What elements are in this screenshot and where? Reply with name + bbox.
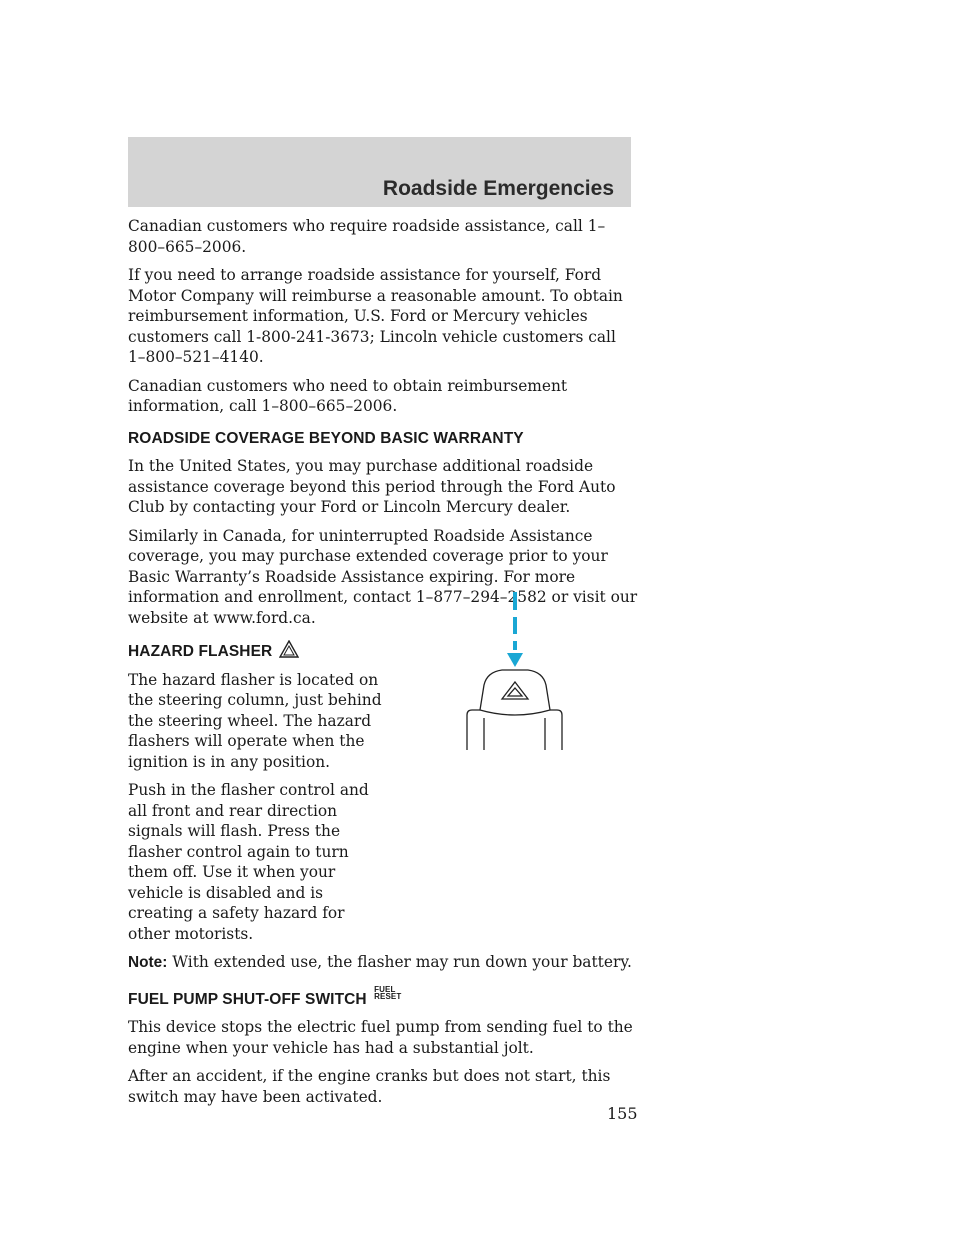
note-label: Note: — [128, 954, 168, 971]
section-title: Roadside Emergencies — [382, 177, 614, 200]
section-header-band — [128, 137, 631, 207]
paragraph-fuel-accident: After an accident, if the engine cranks but does not start, this switch may have been activated. — [128, 1067, 611, 1106]
hazard-heading-text: HAZARD FLASHER — [128, 643, 273, 660]
heading-roadside-coverage: ROADSIDE COVERAGE BEYOND BASIC WARRANTY — [128, 429, 524, 447]
fuel-reset-icon-line1: FUEL — [374, 984, 396, 994]
paragraph-hazard-usage: Push in the flasher control and all front and rear direction signals will flash. Press the flasher control again to turn them off. Use it when your vehicle is disabled and is creating a safety hazard for other motorists. — [128, 781, 369, 943]
hazard-switch-illustration — [462, 590, 572, 760]
hazard-triangle-icon — [279, 640, 299, 658]
heading-fuel-pump — [128, 986, 638, 1011]
note-text: With extended use, the flasher may run down your battery. — [172, 953, 632, 971]
fuel-reset-icon-line2: RESET — [374, 991, 402, 1001]
paragraph-coverage-us: In the United States, you may purchase additional roadside assistance coverage beyond this period through the Ford Auto Club by contacting your Ford or Lincoln Mercury dealer. — [128, 457, 616, 516]
paragraph-canada-reimburse: Canadian customers who need to obtain reimbursement information, call 1–800–665–2006. — [128, 376, 568, 415]
paragraph-hazard-location: The hazard flasher is located on the steering column, just behind the steering wheel. The hazard flashers will operate when the ignition is in any position. — [128, 670, 382, 771]
paragraph-reimburse: If you need to arrange roadside assistance for yourself, Ford Motor Company will reimburse a reasonable amount. To obtain reimbursement information, U.S. Ford or Mercury vehicles customers call 1-800-241-3673; Lincoln vehicle customers call 1–800–521–4140. — [128, 266, 623, 366]
hazard-note — [128, 952, 638, 974]
paragraph-fuel-device: This device stops the electric fuel pump from sending fuel to the engine when your vehicle has had a substantial jolt. — [128, 1018, 633, 1057]
hazard-switch-housing — [467, 670, 562, 750]
pointer-arrow — [507, 592, 523, 667]
paragraph-canada-call: Canadian customers who require roadside assistance, call 1–800–665–2006. — [128, 217, 606, 256]
page-number: 155 — [607, 1104, 638, 1123]
paragraph-coverage-canada: Similarly in Canada, for uninterrupted Roadside Assistance coverage, you may purchase extended coverage prior to your Basic Warranty’s Roadside Assistance expiring. For more information and enrollment, contact 1–877–294–2582 or visit our website at www.ford.ca. — [128, 526, 638, 627]
fuel-heading-text: FUEL PUMP SHUT-OFF SWITCH — [128, 990, 367, 1008]
fuel-reset-icon — [374, 986, 401, 1000]
